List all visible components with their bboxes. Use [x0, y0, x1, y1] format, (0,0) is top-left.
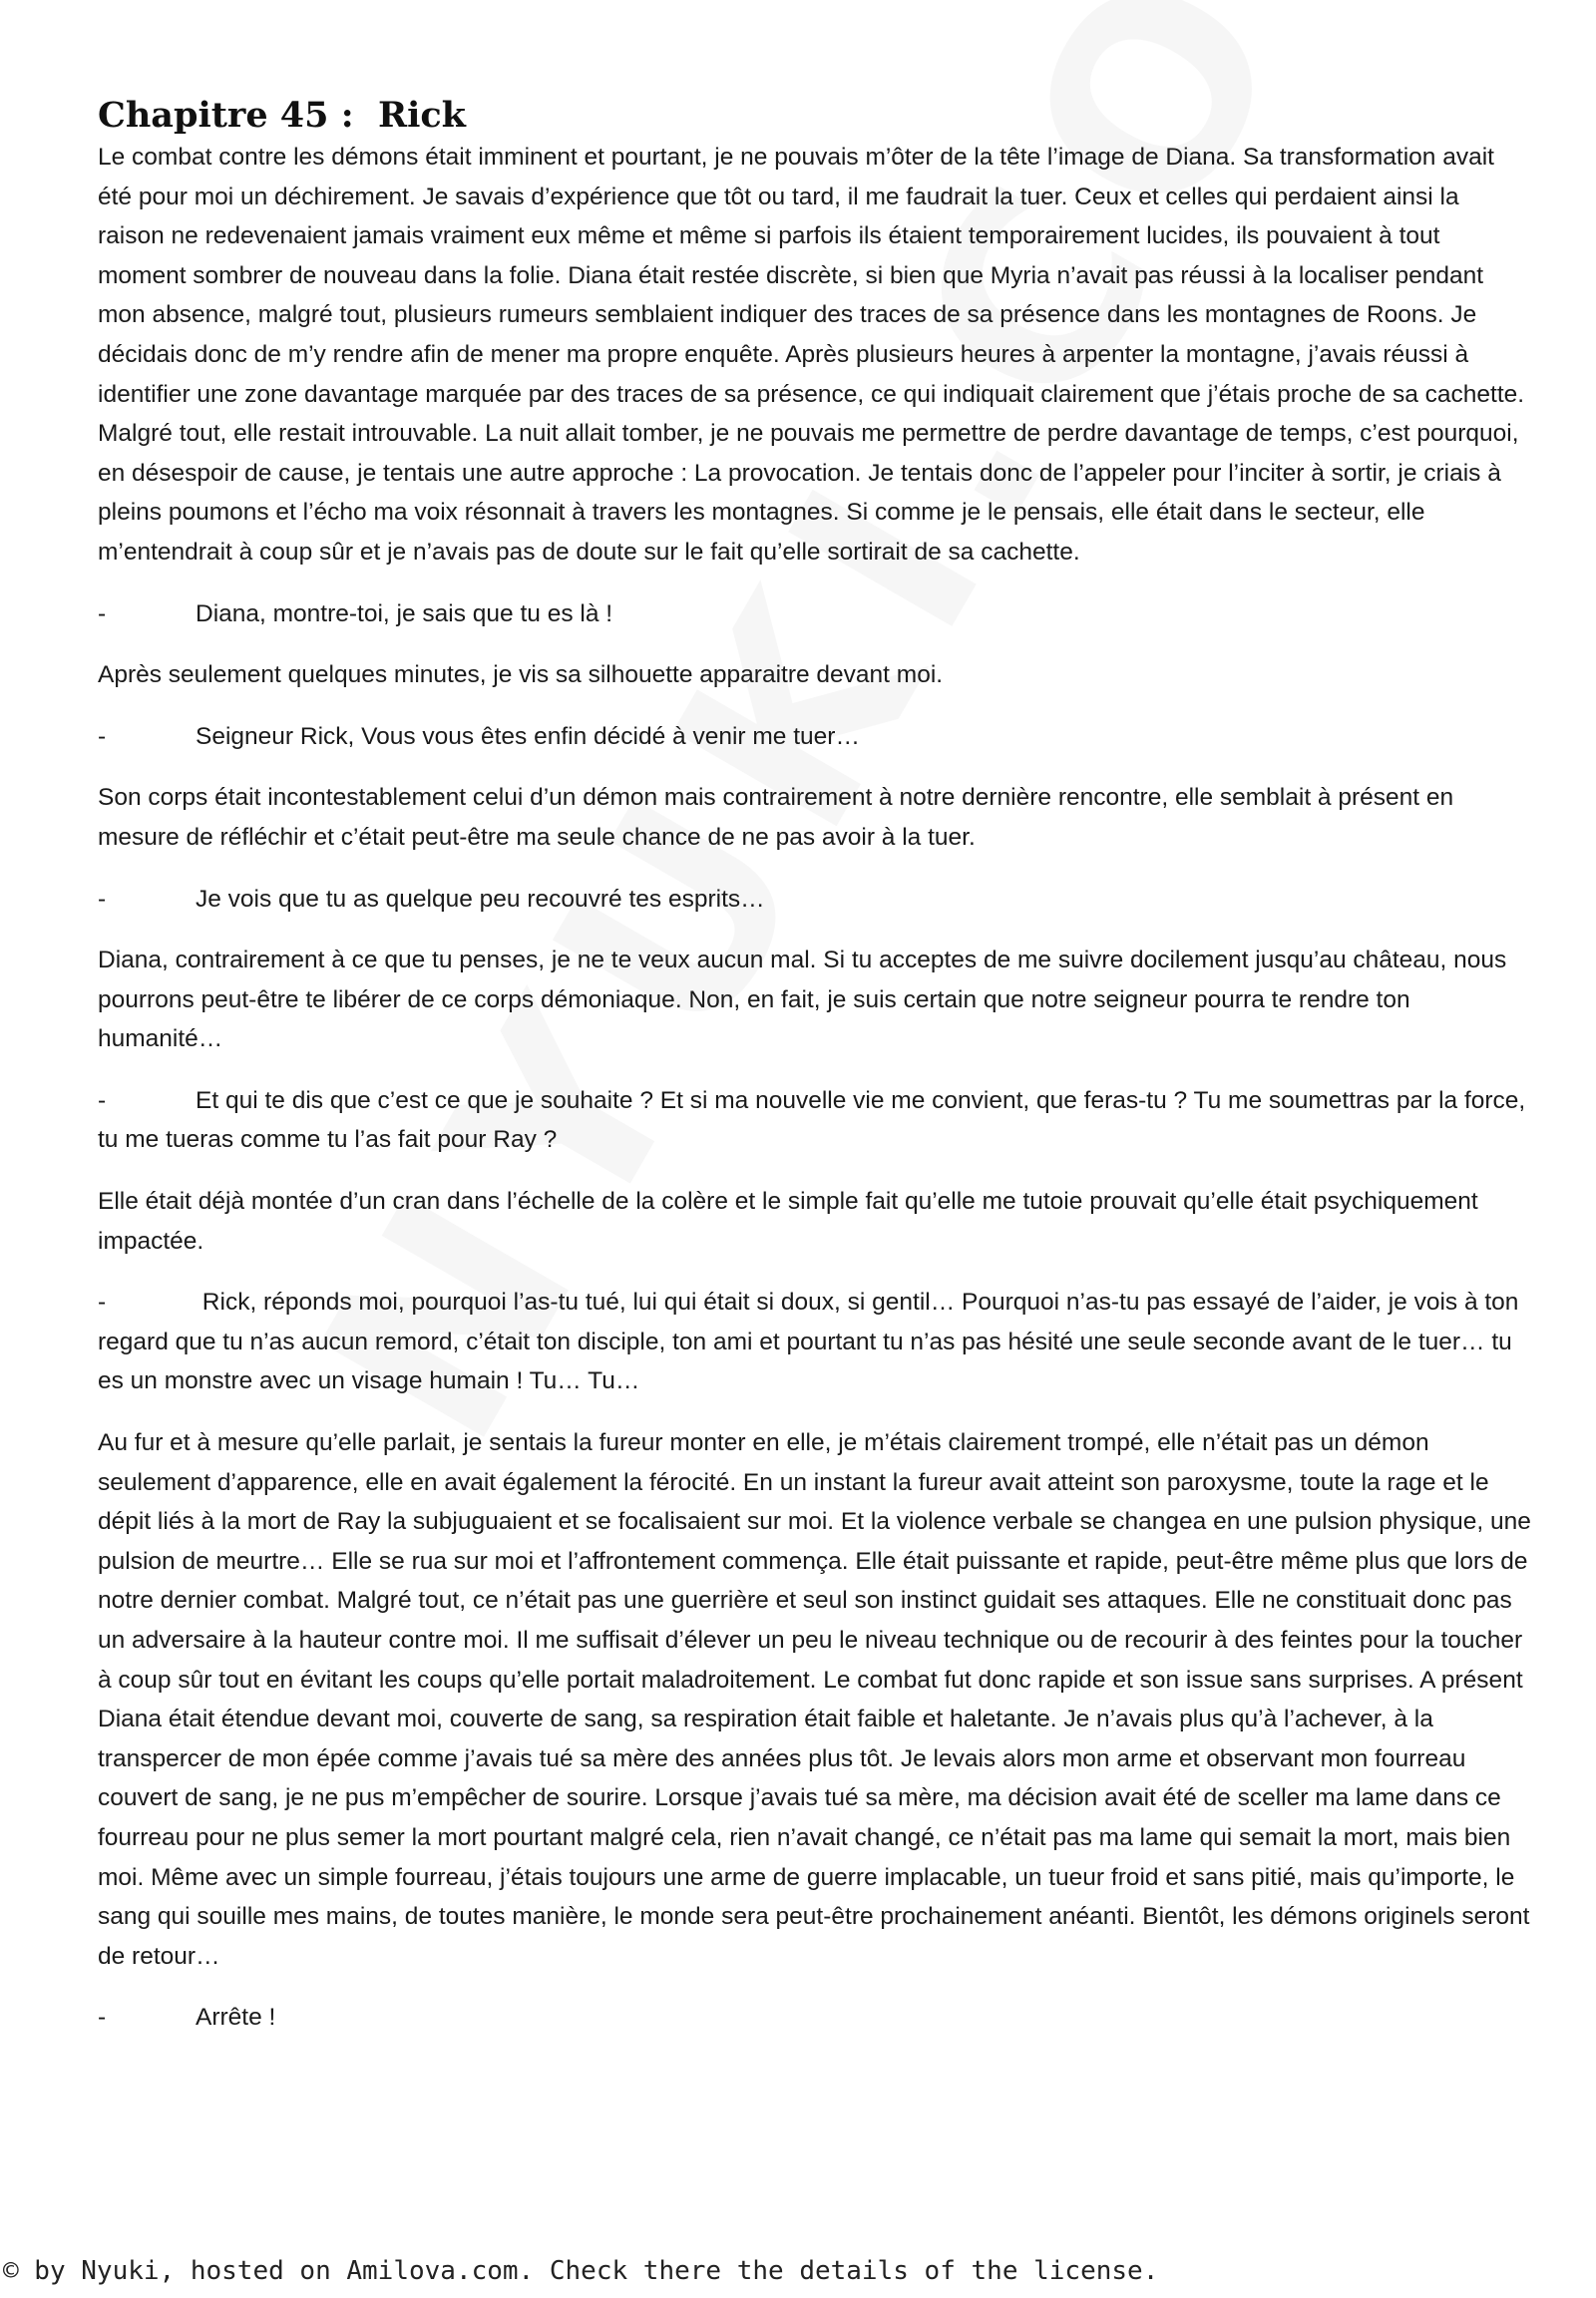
dialogue-text: Et qui te dis que c’est ce que je souhaite ? Et si ma nouvelle vie me convient, que feras-tu ? Tu me soumettras par la force, tu me tueras comme tu l’as fait pour Ray ? — [98, 1086, 1526, 1154]
dialogue-text: Diana, montre-toi, je sais que tu es là ! — [196, 599, 613, 627]
dialogue-line — [98, 594, 1531, 634]
dialogue-line — [98, 1283, 1531, 1401]
paragraph: Après seulement quelques minutes, je vis sa silhouette apparaitre devant moi. — [98, 661, 944, 689]
dialogue-text: Arrête ! — [196, 2004, 276, 2032]
dialogue-text: Je vois que tu as quelque peu recouvré tes esprits… — [196, 885, 765, 913]
dialogue-dash: - — [98, 1289, 107, 1317]
dialogue-text: Rick, réponds moi, pourquoi l’as-tu tué, lui qui était si doux, si gentil… Pourquoi n’as-tu pas essayé de l’aider, je vois à ton regard que tu n’as aucun remord, c’était ton disciple, ton ami et pourtant tu n’as pas hésité une seule seconde avant de le tuer… tu es un monstre avec un visage humain ! Tu… Tu… — [98, 1289, 1519, 1395]
license-footer: © by Nyuki, hosted on Amilova.com. Check there the details of the license. — [3, 2256, 1159, 2286]
dialogue-text: Seigneur Rick, Vous vous êtes enfin décidé à venir me tuer… — [196, 722, 860, 750]
dialogue-line — [98, 1998, 1531, 2038]
chapter-title: Chapitre 45 : Rick — [98, 95, 466, 136]
paragraph: Au fur et à mesure qu’elle parlait, je sentais la fureur monter en elle, je m’étais clairement trompé, elle n’était pas un démon seulement d’apparence, elle en avait également la férocité. En un instant la fureur avait atteint son paroxysme, toute la rage et le dépit liés à la mort de Ray la subjuguaient et se focalisaient sur moi. Et la violence verbale se changea en une pulsion physique, une pulsion de meurtre… Elle se rua sur moi et l’affrontement commença. Elle était puissante et rapide, peut-être même plus que lors de notre dernier combat. Malgré tout, ce n’était pas une guerrière et seul son instinct guidait ses attaques. Elle ne constituait donc pas un adversaire à la hauteur contre moi. Il me suffisait d’élever un peu le niveau technique ou de recourir à des feintes pour la toucher à coup sûr tout en évitant les coups qu’elle portait maladroitement. Le combat fut donc rapide et son issue sans surprises. A présent Diana était étendue devant moi, couverte de sang, sa respiration était faible et haletante. Je n’avais plus qu’à l’achever, à la transpercer de mon épée comme j’avais tué sa mère des années plus tôt. Je levais alors mon arme et observant mon fourreau couvert de sang, je ne pus m’empêcher de sourire. Lorsque j’avais tué sa mère, ma décision avait été de sceller ma lame dans ce fourreau pour ne plus semer la mort pourtant malgré cela, rien n’avait changé, ce n’était pas ma lame qui semait la mort, mais bien moi. Même avec un simple fourreau, j’étais toujours une arme de guerre implacable, un tueur froid et sans pitié, mais qu’importe, le sang qui souille mes mains, de toutes manière, le monde sera peut-être prochainement anéanti. Bientôt, les démons originels seront de retour… — [98, 1429, 1531, 1970]
dialogue-dash: - — [98, 599, 107, 627]
paragraph: Elle était déjà montée d’un cran dans l’échelle de la colère et le simple fait qu’elle me tutoie prouvait qu’elle était psychiquement impactée. — [98, 1188, 1478, 1255]
paragraph: Diana, contrairement à ce que tu penses, je ne te veux aucun mal. Si tu acceptes de me suivre docilement jusqu’au château, nous pourrons peut-être te libérer de ce corps démoniaque. Non, en fait, je suis certain que notre seigneur pourra te rendre ton humanité… — [98, 947, 1507, 1053]
dialogue-line — [98, 717, 1531, 757]
dialogue-dash: - — [98, 885, 107, 913]
document-page — [98, 96, 1531, 2060]
paragraph: Le combat contre les démons était imminent et pourtant, je ne pouvais m’ôter de la tête l’image de Diana. Sa transformation avait été pour moi un déchirement. Je savais d’expérience que tôt ou tard, il me faudrait la tuer. Ceux et celles qui perdaient ainsi la raison ne redevenaient jamais vraiment eux même et même si parfois ils étaient temporairement lucides, ils pouvaient à tout moment sombrer de nouveau dans la folie. Diana était restée discrète, si bien que Myria n’avait pas réussi à la localiser pendant mon absence, malgré tout, plusieurs rumeurs semblaient indiquer des traces de sa présence dans les montagnes de Roons. Je décidais donc de m’y rendre afin de mener ma propre enquête. Après plusieurs heures à arpenter la montagne, j’avais réussi à identifier une zone davantage marquée par des traces de sa présence, ce qui indiquait clairement que j’étais proche de sa cachette. Malgré tout, elle restait introuvable. La nuit allait tomber, je ne pouvais me permettre de perdre davantage de temps, c’est pourquoi, en désespoir de cause, je tentais une autre approche : La provocation. Je tentais donc de l’appeler pour l’inciter à sortir, je criais à pleins poumons et l’écho ma voix résonnait à travers les montagnes. Si comme je le pensais, elle était dans le secteur, elle m’entendrait à coup sûr et je n’avais pas de doute sur le fait qu’elle sortirait de sa cachette. — [98, 144, 1525, 566]
dialogue-dash: - — [98, 2004, 107, 2032]
dialogue-dash: - — [98, 722, 107, 750]
dialogue-line — [98, 1081, 1531, 1160]
dialogue-line — [98, 880, 1531, 920]
dialogue-dash: - — [98, 1086, 107, 1114]
paragraph: Son corps était incontestablement celui d’un démon mais contrairement à notre dernière rencontre, elle semblait à présent en mesure de réfléchir et c’était peut-être ma seule chance de ne pas avoir à la tuer. — [98, 784, 1454, 851]
